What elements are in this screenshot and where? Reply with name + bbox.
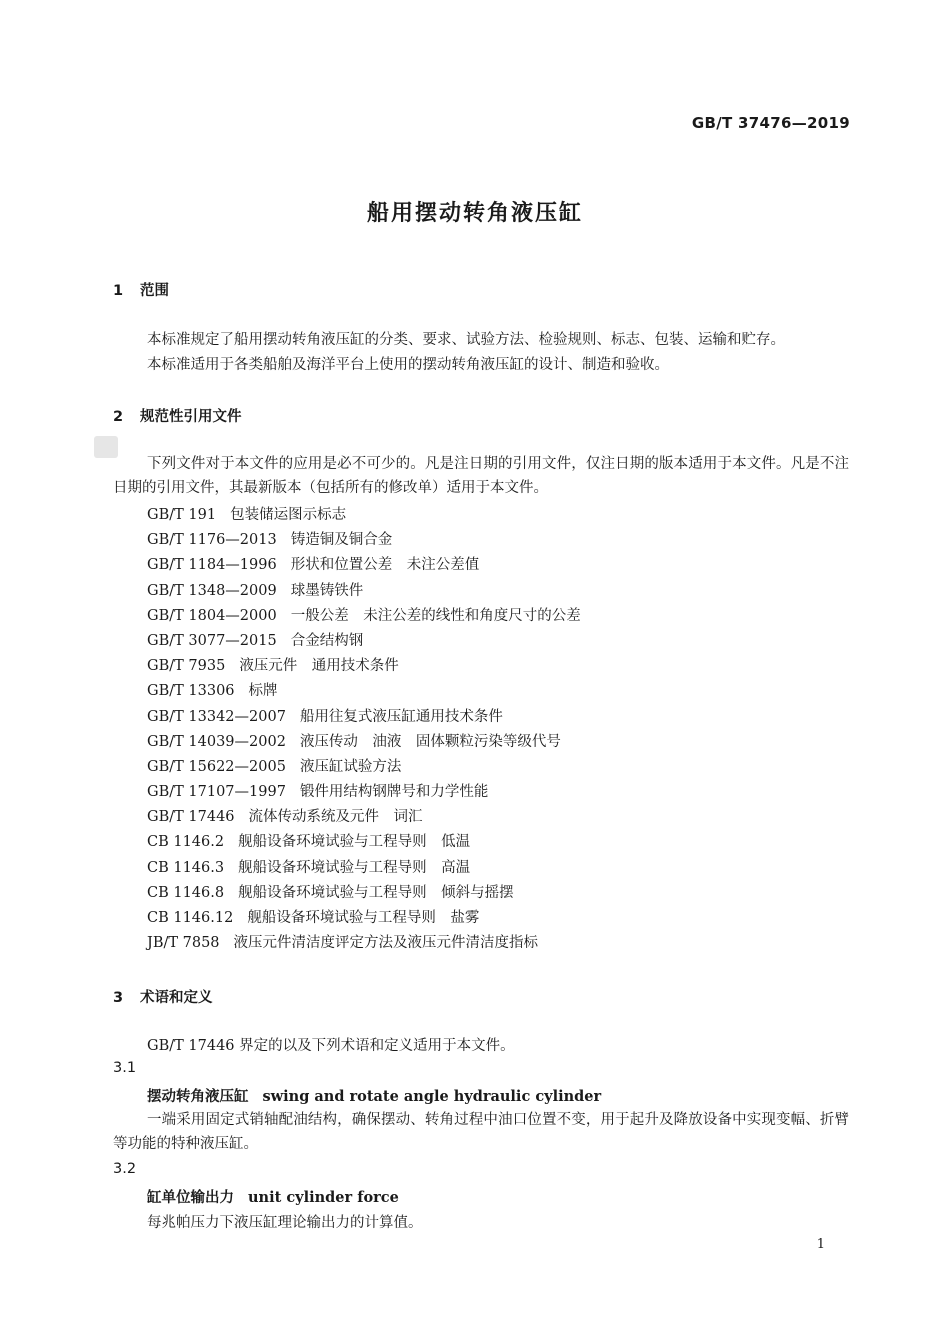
reference-item bbox=[147, 705, 581, 730]
terms-intro: GB/T 17446 界定的以及下列术语和定义适用于本文件。 bbox=[147, 1038, 515, 1054]
reference-code: CB 1146.3 bbox=[147, 859, 225, 876]
standard-number: GB/T 37476—2019 bbox=[691, 114, 850, 132]
reference-code: CB 1146.2 bbox=[147, 834, 225, 851]
reference-title: 船用往复式液压缸通用技术条件 bbox=[299, 708, 503, 725]
reference-item bbox=[147, 780, 581, 805]
term-english: swing and rotate angle hydraulic cylinder bbox=[262, 1088, 602, 1105]
section-title: 规范性引用文件 bbox=[140, 409, 242, 425]
reference-code: GB/T 17446 bbox=[147, 809, 235, 826]
scope-paragraph-1: 本标准规定了船用摆动转角液压缸的分类、要求、试验方法、检验规则、标志、包装、运输和贮存。 bbox=[147, 332, 785, 348]
reference-title: 液压元件清洁度评定方法及液压元件清洁度指标 bbox=[233, 935, 539, 952]
term-entry bbox=[147, 1186, 399, 1207]
reference-code: GB/T 17107—1997 bbox=[147, 784, 286, 801]
section-heading-scope bbox=[113, 279, 169, 300]
reference-item bbox=[147, 881, 581, 906]
reference-code: GB/T 14039—2002 bbox=[147, 733, 286, 750]
reference-title: 球墨铸铁件 bbox=[290, 582, 364, 599]
page-number: 1 bbox=[816, 1237, 825, 1252]
reference-title: 一般公差 未注公差的线性和角度尺寸的公差 bbox=[290, 607, 581, 624]
reference-title: 锻件用结构钢牌号和力学性能 bbox=[299, 784, 489, 801]
reference-title: 液压元件 通用技术条件 bbox=[239, 658, 399, 675]
reference-code: GB/T 15622—2005 bbox=[147, 758, 286, 775]
reference-title: 舰船设备环境试验与工程导则 高温 bbox=[238, 859, 471, 876]
term-number: 3.2 bbox=[113, 1161, 137, 1177]
reference-title: 舰船设备环境试验与工程导则 盐雾 bbox=[247, 910, 480, 926]
reference-code: GB/T 1176—2013 bbox=[147, 532, 277, 549]
reference-code: CB 1146.8 bbox=[147, 884, 225, 901]
reference-code: JB/T 7858 bbox=[147, 935, 220, 952]
reference-item bbox=[147, 679, 581, 704]
reference-item bbox=[147, 604, 581, 629]
reference-code: GB/T 13342—2007 bbox=[147, 708, 286, 725]
term-definition: 一端采用固定式销轴配油结构，确保摆动、转角过程中油口位置不变，用于起升及降放设备中实现变幅、折臂等功能的特种液压缸。 bbox=[113, 1112, 849, 1152]
reference-code: GB/T 7935 bbox=[147, 658, 226, 675]
reference-item bbox=[147, 503, 581, 528]
reference-item bbox=[147, 654, 581, 679]
reference-item bbox=[147, 730, 581, 755]
section-number: 2 bbox=[113, 409, 124, 425]
reference-code: GB/T 1348—2009 bbox=[147, 582, 277, 599]
reference-title: 流体传动系统及元件 词汇 bbox=[248, 809, 423, 826]
term-number: 3.1 bbox=[113, 1060, 137, 1076]
section-title: 范围 bbox=[140, 283, 169, 299]
reference-item bbox=[147, 931, 581, 956]
reference-title: 包装储运图示标志 bbox=[230, 507, 347, 523]
scope-paragraph-2: 本标准适用于各类船舶及海洋平台上使用的摆动转角液压缸的设计、制造和验收。 bbox=[147, 357, 669, 373]
reference-title: 舰船设备环境试验与工程导则 低温 bbox=[238, 834, 471, 851]
section-heading-terms bbox=[113, 986, 213, 1007]
reference-code: GB/T 191 bbox=[147, 507, 217, 523]
reference-title: 标牌 bbox=[248, 683, 278, 700]
reference-item bbox=[147, 755, 581, 780]
section-number: 3 bbox=[113, 990, 124, 1006]
reference-title: 液压缸试验方法 bbox=[299, 758, 402, 775]
reference-title: 铸造铜及铜合金 bbox=[290, 532, 393, 549]
reference-item bbox=[147, 906, 581, 931]
reference-item bbox=[147, 629, 581, 654]
reference-code: GB/T 1804—2000 bbox=[147, 607, 277, 624]
reference-code: GB/T 1184—1996 bbox=[147, 557, 277, 574]
reference-item bbox=[147, 830, 581, 855]
reference-title: 合金结构钢 bbox=[290, 632, 364, 649]
reference-item bbox=[147, 553, 581, 578]
reference-code: GB/T 3077—2015 bbox=[147, 632, 277, 649]
term-entry bbox=[147, 1085, 601, 1106]
reference-list bbox=[147, 503, 581, 956]
reference-code: CB 1146.12 bbox=[147, 910, 234, 926]
reference-item bbox=[147, 805, 581, 830]
term-english: unit cylinder force bbox=[248, 1189, 399, 1206]
section-number: 1 bbox=[113, 283, 124, 299]
reference-item bbox=[147, 579, 581, 604]
reference-title: 液压传动 油液 固体颗粒污染等级代号 bbox=[299, 733, 561, 750]
document-title: 船用摆动转角液压缸 bbox=[366, 201, 583, 226]
section-heading-normative-references bbox=[113, 405, 242, 426]
reference-item bbox=[147, 856, 581, 881]
reference-title: 舰船设备环境试验与工程导则 倾斜与摇摆 bbox=[238, 884, 514, 901]
term-chinese: 缸单位输出力 bbox=[147, 1190, 234, 1206]
references-intro: 下列文件对于本文件的应用是必不可少的。凡是注日期的引用文件，仅注日期的版本适用于本文件。凡是不注日期的引用文件，其最新版本（包括所有的修改单）适用于本文件。 bbox=[113, 456, 849, 496]
reference-item bbox=[147, 528, 581, 553]
term-chinese: 摆动转角液压缸 bbox=[147, 1089, 249, 1105]
term-definition: 每兆帕压力下液压缸理论输出力的计算值。 bbox=[147, 1215, 423, 1231]
section-title: 术语和定义 bbox=[140, 990, 213, 1006]
reference-code: GB/T 13306 bbox=[147, 683, 235, 700]
reference-title: 形状和位置公差 未注公差值 bbox=[290, 557, 480, 574]
